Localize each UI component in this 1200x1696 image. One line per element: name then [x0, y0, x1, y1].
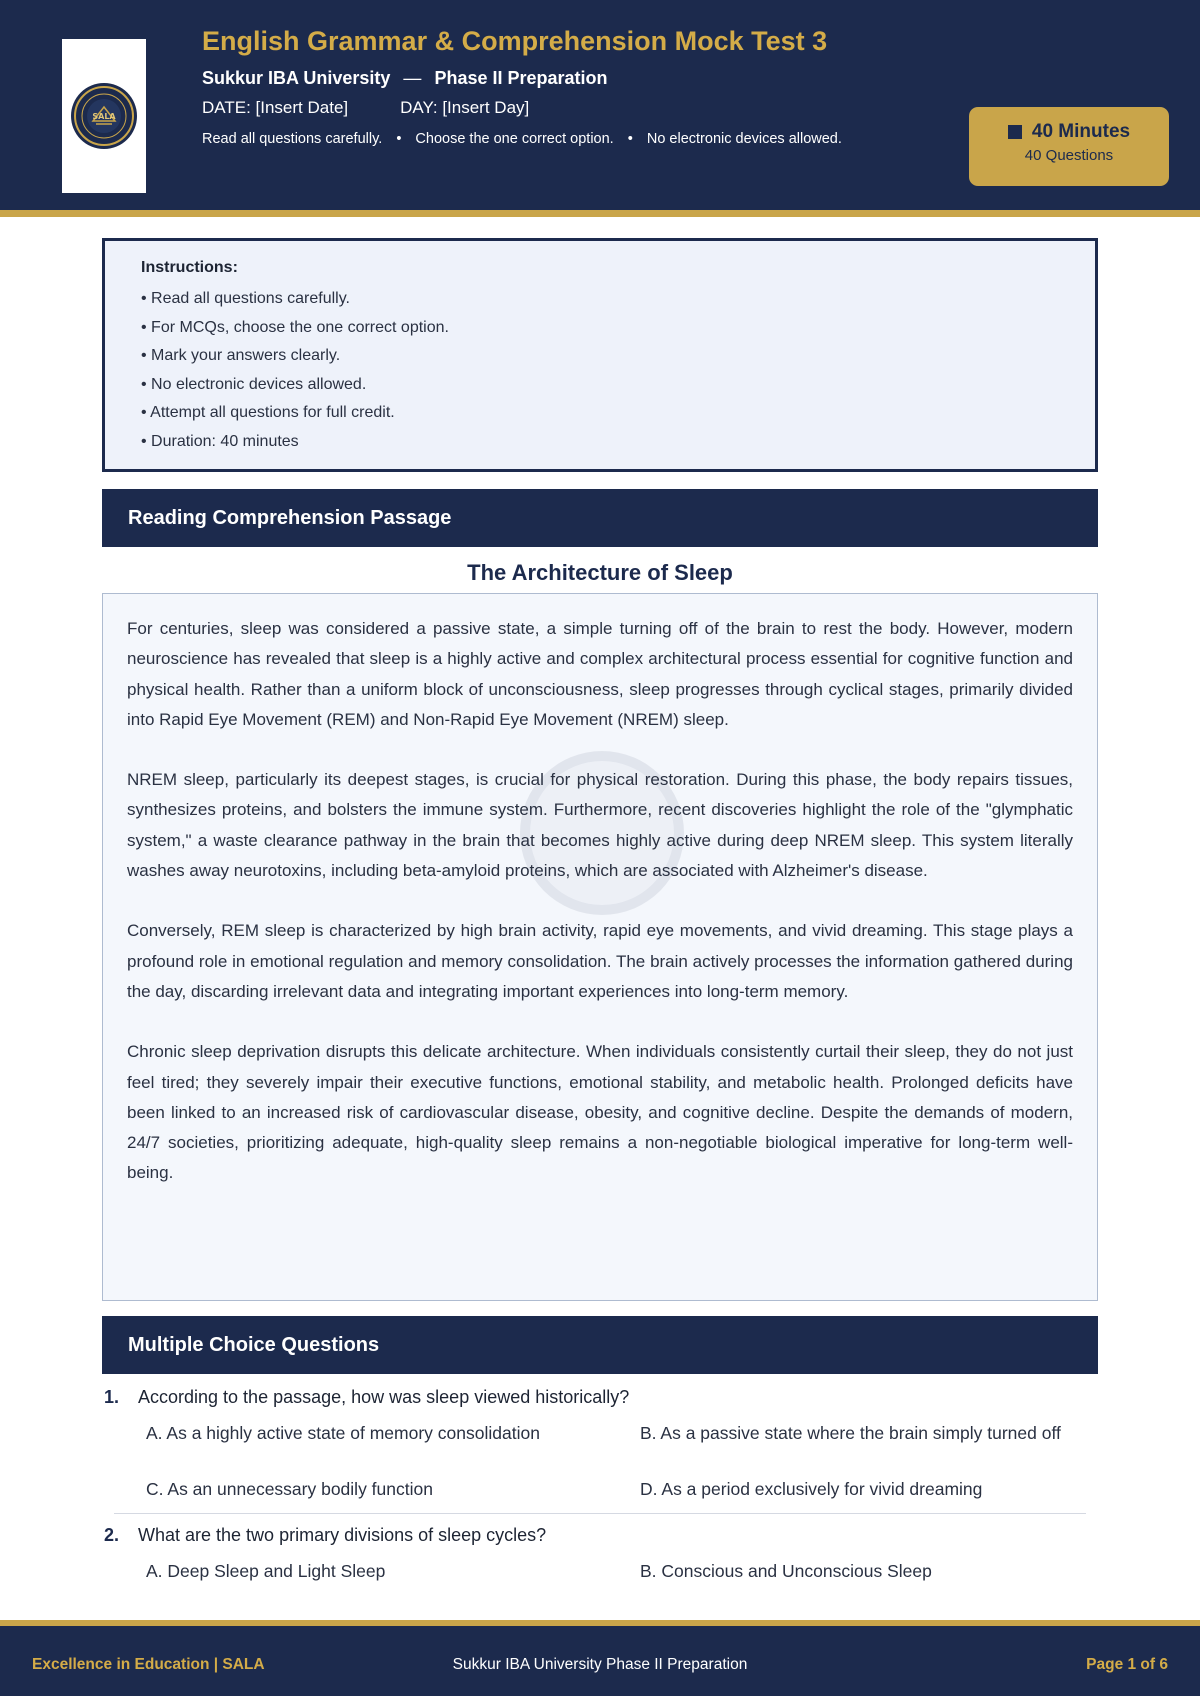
duration-badge: [969, 107, 1169, 186]
option-c[interactable]: C. As an unnecessary bodily function: [146, 1479, 433, 1499]
note-separator: •: [396, 131, 402, 147]
passage-paragraph: For centuries, sleep was considered a passive state, a simple turning off of the brain to rest the body. However, modern neuroscience has revealed that sleep is a highly active and complex architectural process essential for cognitive function and physical health. Rather than a uniform block of unconsciousness, sleep progresses through cyclical stages, primarily divided into Rapid Eye Movement (REM) and Non-Rapid Eye Movement (NREM) sleep.: [127, 619, 1073, 729]
page-footer: [0, 1626, 1200, 1696]
passage-paragraph: Chronic sleep deprivation disrupts this delicate architecture. When individuals consistently curtail their sleep, they do not just feel tired; they severely impair their executive functions, emotional stability, and metabolic health. Prolonged deficits have been linked to an increased risk of cardiovascular disease, obesity, and cognitive decline. Despite the demands of modern, 24/7 societies, prioritizing adequate, high-quality sleep remains a non-negotiable biological imperative for long-term well-being.: [127, 1042, 1073, 1183]
instruction-item: • For MCQs, choose the one correct option.: [141, 318, 449, 336]
header-note: Choose the one correct option.: [415, 131, 614, 147]
footer-left: Excellence in Education | SALA: [32, 1656, 265, 1673]
seal-icon: [69, 81, 139, 151]
question-number: 2.: [104, 1525, 120, 1545]
passage-title: The Architecture of Sleep: [467, 560, 733, 585]
note-separator: •: [627, 131, 633, 147]
passage-paragraph: NREM sleep, particularly its deepest stages, is crucial for physical restoration. During this phase, the body repairs tissues, synthesizes proteins, and bolsters the immune system. Furthermore, recent discoveries highlight the role of the "glymphatic system," a waste clearance pathway in the brain that becomes highly active during deep NREM sleep. This system literally washes away neurotoxins, including beta-amyloid proteins, which are associated with Alzheimer's disease.: [127, 770, 1073, 881]
option-a[interactable]: A. Deep Sleep and Light Sleep: [146, 1561, 386, 1581]
passage-box: [102, 593, 1098, 1301]
instruction-item: • Attempt all questions for full credit.: [141, 404, 395, 421]
date-field: DATE: [Insert Date]: [202, 98, 349, 117]
question-text: According to the passage, how was sleep viewed historically?: [138, 1387, 630, 1407]
question-divider: [114, 1513, 1086, 1514]
square-icon: [1008, 125, 1022, 139]
test-title: English Grammar & Comprehension Mock Test 3: [202, 26, 828, 56]
instructions-box: [102, 238, 1098, 472]
instructions-title: Instructions:: [141, 259, 238, 276]
logo-text: SALA: [92, 112, 116, 121]
date-line: [202, 98, 529, 118]
header-notes: [202, 131, 842, 147]
question-text: What are the two primary divisions of sleep cycles?: [138, 1525, 547, 1545]
mcq-section-header: Multiple Choice Questions: [102, 1316, 1098, 1374]
passage-paragraph: Conversely, REM sleep is characterized by high brain activity, rapid eye movements, and vivid dreaming. This stage plays a profound role in emotional regulation and memory consolidation. The brain actively processes the information gathered during the day, discarding irrelevant data and integrating important experiences into long-term memory.: [127, 921, 1073, 1001]
question-item: [102, 1525, 1098, 1595]
university-name: Sukkur IBA University: [202, 68, 391, 88]
instruction-item: • No electronic devices allowed.: [141, 375, 367, 393]
university-logo: [62, 39, 146, 193]
phase-label: Phase II Preparation: [434, 68, 608, 88]
option-a[interactable]: A. As a highly active state of memory consolidation: [146, 1423, 540, 1443]
page-number: Page 1 of 6: [1086, 1656, 1168, 1673]
subtitle-separator: —: [403, 68, 422, 88]
duration-label: 40 Minutes: [1031, 121, 1131, 142]
question-item: [102, 1387, 1098, 1499]
instruction-item: • Mark your answers clearly.: [141, 347, 341, 364]
header-note: No electronic devices allowed.: [646, 131, 842, 147]
page-header: [0, 0, 1200, 210]
question-count: 40 Questions: [1024, 147, 1114, 164]
footer-center: Sukkur IBA University Phase II Preparation: [452, 1656, 748, 1673]
question-number: 1.: [104, 1387, 120, 1407]
header-divider: [0, 210, 1200, 217]
reading-section-header: Reading Comprehension Passage: [102, 489, 1098, 547]
option-b[interactable]: B. As a passive state where the brain simply turned off: [640, 1423, 1061, 1443]
instruction-item: • Duration: 40 minutes: [141, 432, 299, 450]
option-b[interactable]: B. Conscious and Unconscious Sleep: [640, 1561, 932, 1581]
option-d[interactable]: D. As a period exclusively for vivid dreaming: [640, 1479, 983, 1499]
instruction-item: • Read all questions carefully.: [141, 290, 350, 307]
day-field: DAY: [Insert Day]: [400, 98, 530, 117]
header-subtitle: [202, 68, 608, 89]
header-note: Read all questions carefully.: [202, 131, 383, 147]
